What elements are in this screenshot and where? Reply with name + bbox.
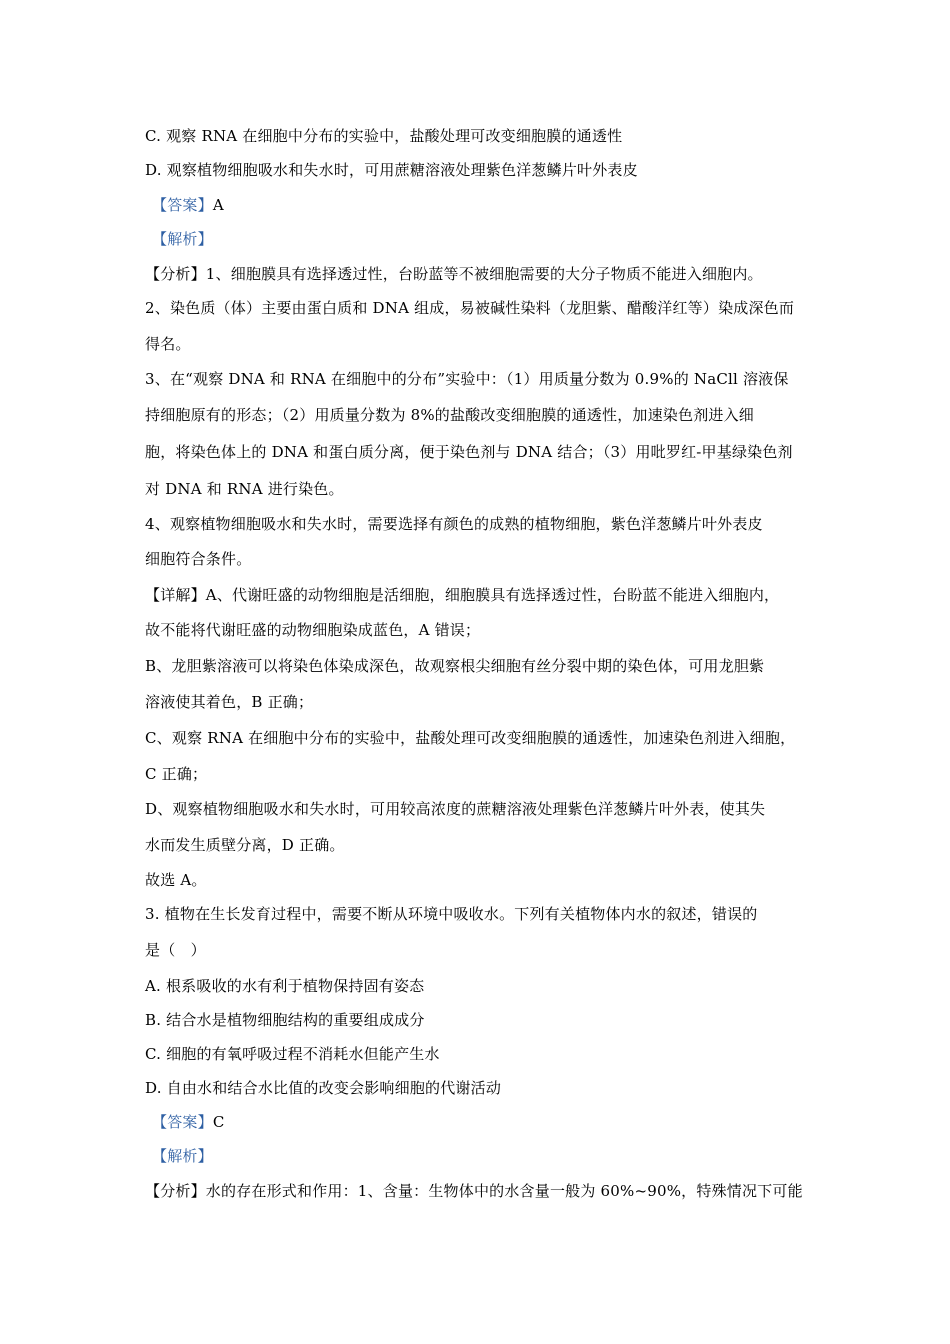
option-a: A. 根系吸收的水有利于植物保持固有姿态 — [145, 977, 425, 995]
option-b: B. 结合水是植物细胞结构的重要组成成分 — [145, 1011, 425, 1029]
question-3-stem-cont: 是（ ） — [145, 941, 206, 959]
paragraph-line: 胞，将染色体上的 DNA 和蛋白质分离，便于染色剂与 DNA 结合；（3）用吡罗红-甲基绿染色剂 — [145, 443, 793, 461]
answer-value: A — [212, 196, 224, 214]
paragraph-line: 细胞符合条件。 — [145, 550, 252, 568]
paragraph-line: 对 DNA 和 RNA 进行染色。 — [145, 480, 344, 498]
paragraph-line: 得名。 — [145, 335, 191, 353]
answer-line — [152, 195, 224, 215]
paragraph-line: 水而发生质壁分离，D 正确。 — [145, 836, 345, 854]
option-d: D. 自由水和结合水比值的改变会影响细胞的代谢活动 — [145, 1079, 502, 1097]
paragraph-line: 【详解】A、代谢旺盛的动物细胞是活细胞，细胞膜具有选择透过性，台盼蓝不能进入细胞内， — [145, 586, 780, 604]
answer-value: C — [212, 1113, 225, 1131]
paragraph-line: 【分析】水的存在形式和作用：1、含量：生物体中的水含量一般为 60%~90%，特殊情况下可能 — [145, 1182, 803, 1200]
paragraph-line: D、观察植物细胞吸水和失水时，可用较高浓度的蔗糖溶液处理紫色洋葱鳞片叶外表，使其失 — [145, 800, 766, 818]
analysis-tag: 【解析】 — [152, 230, 213, 248]
paragraph-line: 故选 A。 — [145, 871, 207, 889]
paragraph-line: 2、染色质（体）主要由蛋白质和 DNA 组成，易被碱性染料（龙胆紫、醋酸洋红等）染成深色而 — [145, 299, 795, 317]
answer-tag: 【答案】 — [152, 1113, 213, 1131]
option-c: C. 细胞的有氧呼吸过程不消耗水但能产生水 — [145, 1045, 440, 1063]
paragraph-line: 【分析】1、细胞膜具有选择透过性，台盼蓝等不被细胞需要的大分子物质不能进入细胞内。 — [145, 265, 763, 283]
paragraph-line: C 正确； — [145, 765, 208, 783]
paragraph-line: C、观察 RNA 在细胞中分布的实验中，盐酸处理可改变细胞膜的通透性，加速染色剂进入细胞， — [145, 729, 796, 747]
option-c: C. 观察 RNA 在细胞中分布的实验中，盐酸处理可改变细胞膜的通透性 — [145, 127, 623, 145]
paragraph-line: 4、观察植物细胞吸水和失水时，需要选择有颜色的成熟的植物细胞，紫色洋葱鳞片叶外表皮 — [145, 515, 763, 533]
question-3-stem: 3. 植物在生长发育过程中，需要不断从环境中吸收水。下列有关植物体内水的叙述，错误的 — [145, 905, 758, 923]
analysis-tag: 【解析】 — [152, 1147, 213, 1165]
paragraph-line: B、龙胆紫溶液可以将染色体染成深色，故观察根尖细胞有丝分裂中期的染色体，可用龙胆紫 — [145, 657, 765, 675]
paragraph-line: 故不能将代谢旺盛的动物细胞染成蓝色，A 错误； — [145, 621, 481, 639]
paragraph-line: 持细胞原有的形态；（2）用质量分数为 8%的盐酸改变细胞膜的通透性，加速染色剂进入细 — [145, 406, 755, 424]
paragraph-line: 3、在“观察 DNA 和 RNA 在细胞中的分布”实验中：（1）用质量分数为 0.9%的 NaCll 溶液保 — [145, 370, 789, 388]
option-d: D. 观察植物细胞吸水和失水时，可用蔗糖溶液处理紫色洋葱鳞片叶外表皮 — [145, 161, 638, 179]
answer-tag: 【答案】 — [152, 196, 213, 214]
paragraph-line: 溶液使其着色，B 正确； — [145, 693, 314, 711]
answer-line — [152, 1112, 225, 1132]
